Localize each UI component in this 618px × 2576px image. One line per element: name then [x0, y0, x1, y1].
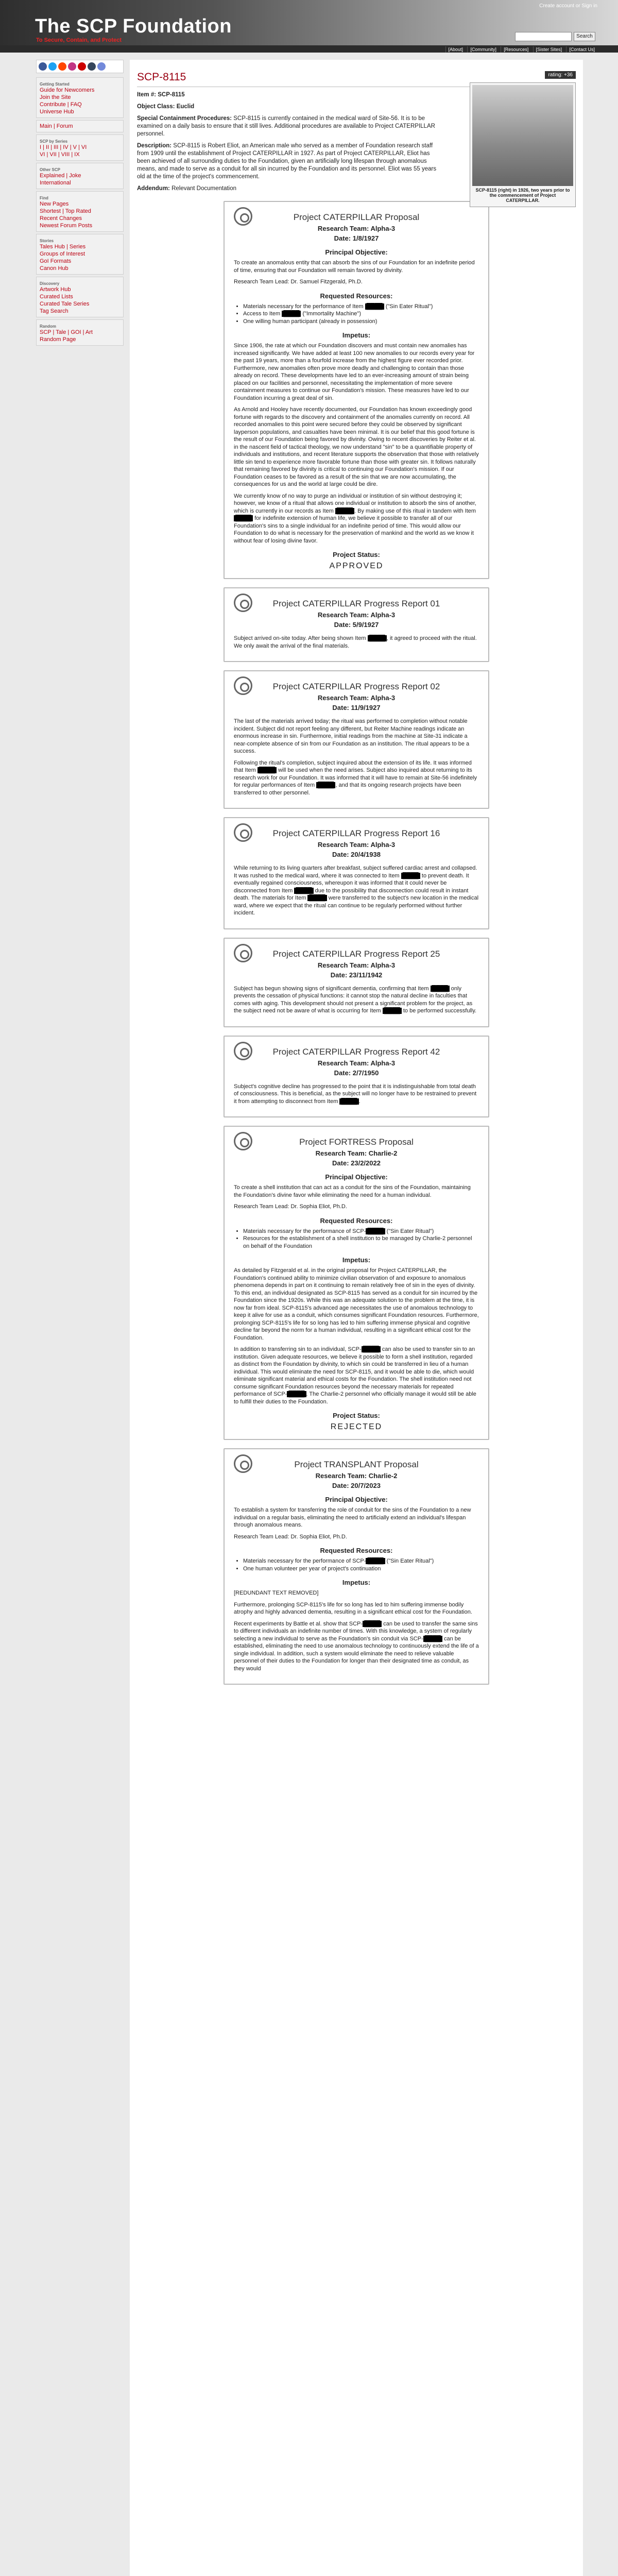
- redaction-bar: ████: [362, 1346, 381, 1352]
- addendum: Addendum: Relevant Documentation: [137, 185, 237, 192]
- list-item: • Resources for the establishment of a shell institution to be managed by Charlie-2 personnel on behalf of the Foundation: [243, 1235, 479, 1250]
- paragraph: Subject's cognitive decline has progressed to the point that it is indistinguishable from total death of consciousness. This is beneficial, as the subject will no longer have to be restrained to prevent it from attempting to disconnect from Item ████ .: [234, 1083, 477, 1105]
- paragraph: As Arnold and Hooley have recently documented, our Foundation has known exceedingly good fortune with regards to the discovery and containment of the anomalies currently on record. All recorded anomalies to this point were secured before they could be observed by significant layperson populations, and casualties have been minimal. It is our belief that this good fortune is the result of our Foundation being favored by divinity. Owing to recent discoveries by Reiter et al. in the nascent field of tactical theology, we now understand "sin" to be a quantifiable property of individuals and institutions, and recent literature supports the observation that those with relatively little sin tend to experience more favorable fortune than those with greater sin. It follows naturally that remaining favored by divinity is critical to continuing our Foundation's mission. If our Foundation ceases to be favored as a result of the sin that we are now accumulating, the consequences for us and the world at large could be dire.: [234, 406, 479, 487]
- reddit-icon[interactable]: [58, 62, 66, 71]
- twitter-icon[interactable]: [48, 62, 57, 71]
- section-heading: Principal Objective:: [325, 1496, 388, 1503]
- section-heading: Principal Objective:: [325, 1173, 388, 1181]
- paragraph: Since 1906, the rate at which our Foundation discovers and must contain new anomalies has increased significantly. We have added at least 100 new anomalies to our records every year for the past 19 years, more than a fourfold increase from the highest figure ever recorded prior. Furthermore, new anomalies often prove more deadly and challenging to contain than those already on record. These developments have led to an ever-increasing amount of strain being placed on our facilities and personnel, necessitating the implementation of more severe containment measures to continue our Foundation's mission. These measures have led to our Foundation incurring a great deal of sin.: [234, 343, 475, 401]
- document-header: [234, 1132, 479, 1167]
- main-content: [130, 60, 583, 2576]
- sidebar-heading: Getting Started: [40, 82, 70, 87]
- redaction-bar: ████: [339, 1098, 358, 1105]
- list-item: • One human volunteer per year of project's continuation: [243, 1565, 479, 1573]
- discord-icon[interactable]: [97, 62, 106, 71]
- redaction-bar: ████: [287, 1391, 306, 1397]
- scp-logo-icon: [234, 594, 252, 612]
- redaction-bar: ████: [365, 303, 384, 310]
- sidebar-link[interactable]: Groups of Interest: [40, 251, 85, 257]
- sidebar-heading: Other SCP: [40, 167, 61, 172]
- paragraph: As detailed by Fitzgerald et al. in the original proposal for Project CATERPILLAR, the Foundation's continued ability to minimize civilian observation of and exposure to anomalous phenomena depends in part on it continuing to remain relatively free of sin in the eyes of divinity. To this end, an individual designated as SCP-8115 has served as a conduit for sin incurred by the Foundation since the 1920s. While this was an adequate solution to the problem at the time, it is now far from ideal. SCP-8115's advanced age necessitates the use of anomalous technology to keep it alive for use as a conduit, which consumes significant Foundation resources. Furthermore, prolonging SCP-8115's life for so long has led to him suffering immense physical and cognitive decline far beyond the norm for a human individual, resulting in a significant ethical cost for the Foundation.: [234, 1267, 479, 1341]
- sidebar-link[interactable]: Tales Hub | Series: [40, 244, 86, 250]
- paragraph: Following the ritual's completion, subject inquired about the extension of its life. It was informed that Item ████ will be used when the need arises. Subject also inquired about returning to its research work for our Foundation. It was informed that it will have to remain at Site-56 indefinitely for regular performances of Item ████ , and that its ongoing research projects have been transferred to other personnel.: [234, 759, 477, 796]
- document-date: Date: 11/9/1927: [332, 704, 381, 711]
- scp-logo-icon: [234, 676, 252, 695]
- sidebar-link[interactable]: Random Page: [40, 336, 76, 343]
- photo-caption: SCP-8115 (right) in 1926, two years prior to the commencement of Project CATERPILLAR.: [475, 188, 570, 203]
- redaction-bar: ████: [401, 873, 420, 879]
- document-header: [234, 944, 479, 979]
- scp-logo-icon: [234, 1042, 252, 1060]
- redaction-bar: ████: [366, 1558, 385, 1564]
- item-number: Item #: SCP-8115: [137, 92, 185, 98]
- section-heading: Principal Objective:: [325, 248, 388, 256]
- document-box: [224, 201, 489, 579]
- nav-contact[interactable]: [Contact Us]: [566, 46, 597, 53]
- rating-module[interactable]: rating: +36: [545, 71, 576, 79]
- document-title: Project CATERPILLAR Progress Report 16: [272, 828, 440, 838]
- resource-list: [234, 303, 479, 326]
- research-team: Research Team: Alpha-3: [317, 611, 396, 619]
- sidebar-link[interactable]: Tag Search: [40, 308, 68, 314]
- research-team: Research Team: Alpha-3: [317, 225, 396, 232]
- document-date: Date: 23/11/1942: [330, 971, 383, 979]
- paragraph: Research Team Lead: Dr. Sophia Eliot, Ph.D.: [234, 1533, 347, 1540]
- document-title: Project CATERPILLAR Progress Report 01: [272, 599, 440, 608]
- sidebar-link[interactable]: SCP | Tale | GOI | Art: [40, 329, 93, 335]
- research-team: Research Team: Alpha-3: [317, 961, 396, 969]
- search-button[interactable]: Search: [574, 32, 595, 41]
- sidebar-link[interactable]: Curated Lists: [40, 294, 73, 300]
- document-box: [224, 587, 489, 662]
- sidebar-link[interactable]: Guide for Newcomers: [40, 87, 95, 93]
- tumblr-icon[interactable]: [88, 62, 96, 71]
- document-header: [234, 594, 479, 629]
- section-heading: Requested Resources:: [320, 1216, 393, 1225]
- document-header: [234, 1454, 479, 1489]
- sidebar-block: [36, 234, 124, 275]
- redaction-bar: ████: [294, 888, 313, 894]
- sidebar-link[interactable]: International: [40, 180, 71, 186]
- section-heading: Requested Resources:: [320, 292, 393, 300]
- section-heading: Impetus:: [342, 331, 371, 339]
- resource-list: [234, 1228, 479, 1250]
- paragraph: Research Team Lead: Dr. Sophia Eliot, Ph.D.: [234, 1204, 347, 1210]
- sidebar-block: [36, 191, 124, 232]
- social-icons: [36, 60, 124, 73]
- sidebar-link[interactable]: Recent Changes: [40, 215, 82, 222]
- document-title: Project FORTRESS Proposal: [299, 1137, 414, 1147]
- site-header: [0, 0, 618, 45]
- sidebar-link[interactable]: Artwork Hub: [40, 286, 71, 293]
- top-nav: [0, 45, 618, 53]
- sidebar-link[interactable]: Contribute | FAQ: [40, 101, 82, 108]
- paragraph: [REDUNDANT TEXT REMOVED]: [234, 1590, 319, 1596]
- section-heading: Impetus:: [342, 1256, 371, 1264]
- scp-logo-icon: [234, 944, 252, 962]
- list-item: • Materials necessary for the performance of SCP- ████ ("Sin Eater Ritual"): [243, 1228, 479, 1235]
- paragraph: Furthermore, prolonging SCP-8115's life for so long has led to him suffering immense bodily atrophy and highly advanced dementia, resulting in a significant ethical cost for the Foundation.: [234, 1601, 472, 1615]
- sidebar: [36, 60, 124, 348]
- sidebar-block: [36, 120, 124, 132]
- sidebar-link[interactable]: Universe Hub: [40, 109, 74, 115]
- section-heading: Requested Resources:: [320, 1547, 393, 1554]
- sidebar-block: [36, 277, 124, 317]
- document-title: Project CATERPILLAR Progress Report 42: [272, 1046, 440, 1057]
- document-header: [234, 823, 479, 858]
- redaction-bar: ████: [363, 1621, 382, 1627]
- redaction-bar: ████: [282, 311, 301, 317]
- sidebar-block: [36, 77, 124, 118]
- document-title: Project CATERPILLAR Progress Report 02: [272, 682, 440, 691]
- document-box: [224, 1448, 489, 1685]
- sidebar-heading: Discovery: [40, 281, 60, 286]
- document-date: Date: 23/2/2022: [332, 1159, 381, 1167]
- containment-procedures: Special Containment Procedures: SCP-8115 is currently contained in the medical ward of Site-56. It is to be examined on a daily basis to ensure that it still lives. Additional procedures are available to Project CATERPILLAR personnel.: [137, 115, 435, 137]
- account-link[interactable]: Create account or Sign in: [539, 3, 597, 9]
- sidebar-link[interactable]: Canon Hub: [40, 265, 68, 272]
- sidebar-heading: Stories: [40, 239, 54, 243]
- document-box: [224, 1036, 489, 1118]
- scp-logo-icon: [234, 1454, 252, 1473]
- document-title: Project CATERPILLAR Progress Report 25: [272, 948, 440, 959]
- list-item: • One willing human participant (already in possession): [243, 318, 479, 326]
- scp-logo-icon: [234, 1132, 252, 1150]
- sidebar-link[interactable]: Join the Site: [40, 94, 71, 100]
- sidebar-link[interactable]: I | II | III | IV | V | VI: [40, 144, 87, 150]
- search-input[interactable]: [515, 32, 572, 41]
- page-title: SCP-8115: [137, 71, 576, 87]
- document-header: [234, 207, 479, 242]
- project-status: APPROVED: [329, 562, 384, 570]
- section-heading: Impetus:: [342, 1579, 371, 1586]
- document-date: Date: 20/4/1938: [332, 851, 381, 858]
- redaction-bar: ████: [234, 515, 253, 521]
- sidebar-link[interactable]: New Pages: [40, 201, 69, 207]
- document-header: [234, 1042, 479, 1077]
- redaction-bar: ████: [307, 895, 327, 901]
- paragraph: To create an anomalous entity that can absorb the sins of our Foundation for an indefinite period of time, ensuring that our Foundation will remain favored by divinity.: [234, 260, 475, 274]
- redaction-bar: ████: [335, 508, 354, 514]
- paragraph: In addition to transferring sin to an individual, SCP- ████ can also be used to transfer sin to an institution. Given adequate resources, we believe it possible to form a shell institution, regarded as distinct from the Foundation by divinity, to which sin could be transferred in lieu of a human individual. This would eliminate the need for SCP-8115, and it would be able to die, which would eliminate significant material and ethical costs for the Foundation. The shell institution need not consume significant Foundation resources beyond the necessary materials for repeated performance of SCP- ████ . The Charlie-2 personnel who officially manage it would still be able to fulfill their duties to the Foundation.: [234, 1346, 476, 1405]
- redaction-bar: ████: [316, 782, 335, 788]
- sidebar-block: [36, 134, 124, 161]
- document-title: Project TRANSPLANT Proposal: [294, 1460, 419, 1469]
- document-box: [224, 938, 489, 1027]
- document-title: Project CATERPILLAR Proposal: [293, 212, 420, 222]
- paragraph: Subject arrived on-site today. After being shown Item ████ , it agreed to proceed with the ritual. We only await the arrival of the final materials.: [234, 635, 477, 649]
- document-date: Date: 5/9/1927: [334, 621, 379, 629]
- research-team: Research Team: Charlie-2: [315, 1472, 398, 1480]
- object-class: Object Class: Euclid: [137, 104, 195, 110]
- redaction-bar: ████: [383, 1008, 402, 1014]
- sidebar-block: [36, 163, 124, 189]
- paragraph: Recent experiments by Battle et al. show that SCP- ████ can be used to transfer the same sins to different individuals an indefinite number of times. With this knowledge, a system of regularly selecting a new individual to serve as the Foundation's sin conduit via SCP- ████ can be established, eliminating the need to use anomalous technology to continuously extend the life of a single individual. In addition, such a system would eliminate the need to relieve valuable personnel of their duties to the Foundation for longer than their designated time as conduit, as they would: [234, 1620, 479, 1672]
- scp-photo: [472, 85, 573, 186]
- paragraph: While returning to its living quarters after breakfast, subject suffered cardiac arrest and collapsed. It was rushed to the medical ward, where it was connected to Item ████ to prevent death. It eventually regained consciousness, whereupon it was informed that it could never be disconnected from Item ████ due to the possibility that disconnection could result in instant death. The materials for Item ████ were transferred to the subject's new location in the medical ward, where we expect that the ritual can continue to be regularly performed without further incident.: [234, 865, 479, 916]
- research-team: Research Team: Alpha-3: [317, 1059, 396, 1067]
- document-box: [224, 817, 489, 929]
- paragraph: Subject has begun showing signs of significant dementia, confirming that Item ████ only prevents the cessation of physical functions: it cannot stop the natural decline in faculties that comes with aging. This development should not present a significant problem for the project, as the subject need not be aware of what is occurring for Item ████ to be performed successfully.: [234, 985, 477, 1014]
- description: Description: SCP-8115 is Robert Eliot, an American male who served as a member of Foundation research staff from 1909 until the establishment of Project CATERPILLAR in 1927. As part of Project CATERPILLAR, Eliot has been achieved of all surrounding duties to the Foundation, given an artificially long lifespan through anomalous means, and made to serve as a conduit for all sin incurred by the Foundation and its personnel. Eliot was 55 years old at the time of the project's commencement.: [137, 143, 437, 180]
- sidebar-heading: Find: [40, 196, 48, 200]
- document-box: [224, 670, 489, 809]
- site-title[interactable]: The SCP Foundation: [35, 15, 232, 37]
- sidebar-link[interactable]: Shortest | Top Rated: [40, 208, 91, 214]
- sidebar-link[interactable]: Main | Forum: [40, 123, 73, 129]
- nav-sister-sites[interactable]: [Sister Sites]: [533, 46, 565, 53]
- scp-logo-icon: [234, 823, 252, 842]
- paragraph: Research Team Lead: Dr. Samuel Fitzgerald, Ph.D.: [234, 279, 363, 285]
- paragraph: To establish a system for transferring the role of conduit for the sins of the Foundation to a new individual on a regular basis, eliminating the need to artificially extend an individual's lifespan through anomalous means.: [234, 1507, 471, 1528]
- redaction-bar: ████: [368, 635, 387, 641]
- facebook-icon[interactable]: [39, 62, 47, 71]
- sidebar-link[interactable]: VI | VII | VIII | IX: [40, 151, 80, 158]
- nav-about[interactable]: [About]: [445, 46, 466, 53]
- nav-resources[interactable]: [Resources]: [501, 46, 531, 53]
- scp-logo-icon: [234, 207, 252, 226]
- research-team: Research Team: Alpha-3: [317, 841, 396, 849]
- paragraph: To create a shell institution that can act as a conduit for the sins of the Foundation, maintaining the Foundation's divine favor while eliminating the need for a human individual.: [234, 1184, 471, 1198]
- sidebar-block: [36, 319, 124, 346]
- document-date: Date: 20/7/2023: [332, 1482, 381, 1489]
- section-heading: Project Status:: [333, 551, 380, 558]
- document-date: Date: 2/7/1950: [334, 1069, 379, 1077]
- redaction-bar: ████: [423, 1636, 442, 1642]
- list-item: • Access to Item ████ ("Immortality Machine"): [243, 310, 479, 318]
- sidebar-link[interactable]: Newest Forum Posts: [40, 223, 93, 229]
- document-box: [224, 1126, 489, 1440]
- document-date: Date: 1/8/1927: [334, 234, 379, 242]
- sidebar-heading: Random: [40, 324, 56, 329]
- sidebar-link[interactable]: Explained | Joke: [40, 173, 81, 179]
- photo-block: [470, 82, 576, 207]
- sidebar-link[interactable]: GoI Formats: [40, 258, 72, 264]
- youtube-icon[interactable]: [78, 62, 86, 71]
- nav-community[interactable]: [Community]: [467, 46, 499, 53]
- project-status: REJECTED: [330, 1422, 383, 1431]
- redaction-bar: ████: [431, 986, 450, 992]
- document-header: [234, 676, 479, 711]
- instagram-icon[interactable]: [68, 62, 76, 71]
- resource-list: [234, 1557, 479, 1572]
- site-slogan: To Secure, Contain, and Protect: [36, 37, 122, 43]
- sidebar-heading: SCP by Series: [40, 139, 68, 144]
- redaction-bar: ████: [258, 767, 277, 773]
- list-item: • Materials necessary for the performance of Item ████ ("Sin Eater Ritual"): [243, 303, 479, 311]
- research-team: Research Team: Charlie-2: [315, 1149, 398, 1157]
- section-heading: Project Status:: [333, 1412, 380, 1419]
- paragraph: We currently know of no way to purge an individual or institution of sin without destroying it; however, we know of a ritual that allows one individual or institution to absorb the sins of another, which is currently in our records as Item ████ . By making use of this ritual in tandem with Item ████ for indefinite extension of human life, we believe it possible to transfer all of our Foundation's sins to a single individual for an indefinite period of time. This would allow our Foundation to do what is necessary for the preservation of mankind and the world as we know it without fear of losing divine favor.: [234, 493, 476, 544]
- redaction-bar: ████: [366, 1228, 385, 1234]
- list-item: • Materials necessary for the performance of SCP- ████ ("Sin Eater Ritual"): [243, 1557, 479, 1565]
- sidebar-link[interactable]: Curated Tale Series: [40, 301, 90, 307]
- paragraph: The last of the materials arrived today; the ritual was performed to completion without notable incident. Subject did not report feeling any different, but Reiter Machine readings indicate an enormous increase in sin. Furthermore, initial readings from the machine at Site-31 indicate a near-complete absence of sin from our Foundation as an institution. The ritual appears to be a success.: [234, 718, 470, 754]
- research-team: Research Team: Alpha-3: [317, 694, 396, 702]
